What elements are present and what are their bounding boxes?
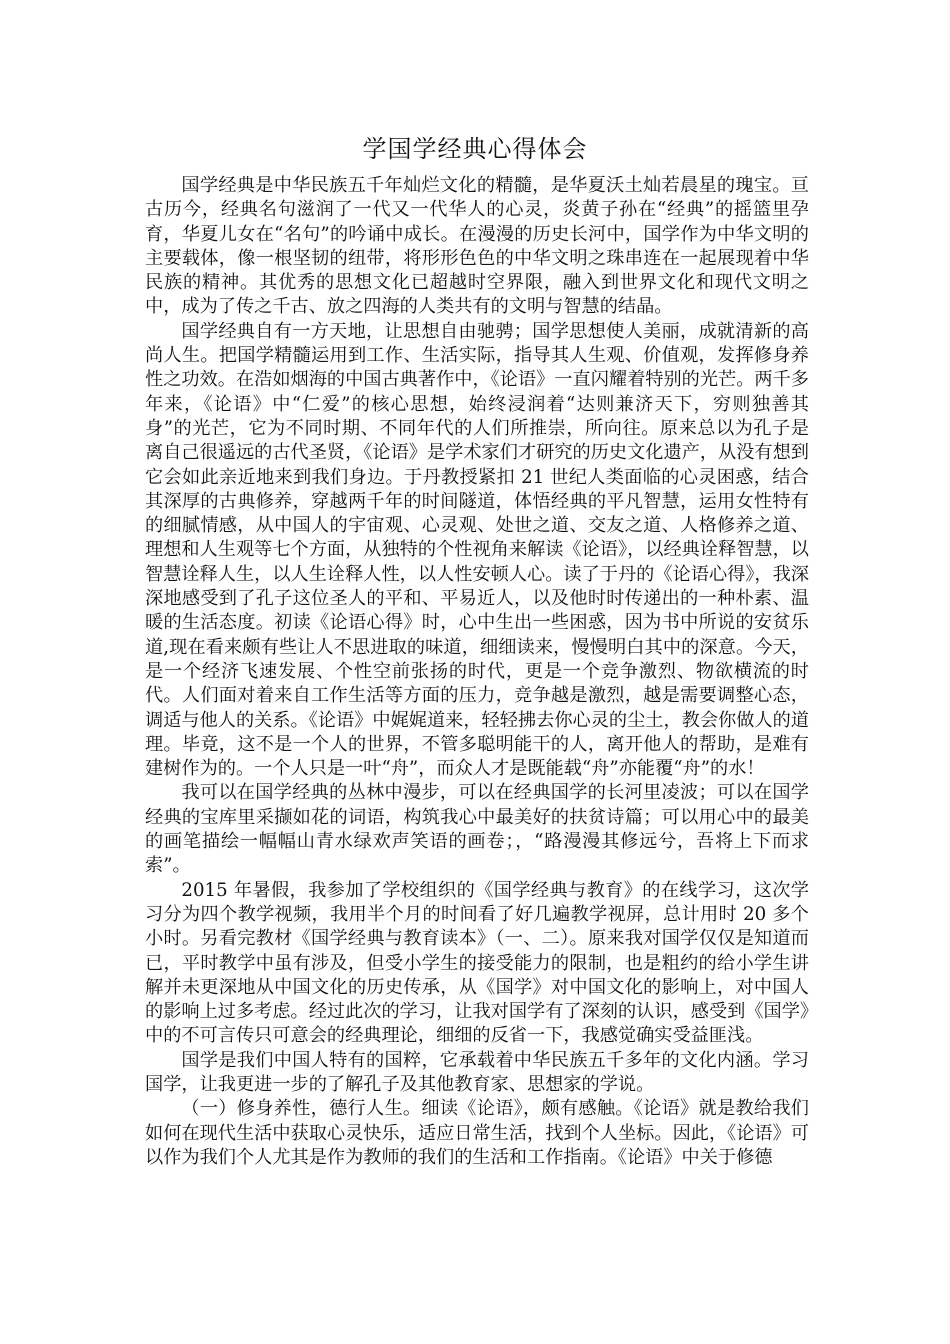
document-title: 学国学经典心得体会 <box>362 135 588 163</box>
document-body <box>145 174 809 1170</box>
paragraph: 2015 年暑假，我参加了学校组织的《国学经典与教育》的在线学习，这次学习分为四个教学视频，我用半个月的时间看了好几遍教学视屏，总计用时 20 多个小时。另看完教材《国学经典与教育读本》（一、二）。原来我对国学仅仅是知道而已，平时教学中虽有涉及，但受小学生的接受能力的限制，也是粗约的给小学生讲解并未更深地从中国文化的历史传承，从《国学》对中国文化的影响上，对中国人的影响上过多考虑。经过此次的学习，让我对国学有了深刻的认识，感受到《国学》中的不可言传只可意会的经典理论，细细的反省一下，我感觉确实受益匪浅。 <box>145 879 809 1047</box>
paragraph: （一）修身养性，德行人生。细读《论语》，颇有感触。《论语》就是教给我们如何在现代生活中获取心灵快乐，适应日常生活，找到个人坐标。因此，《论语》可以作为我们个人尤其是作为教师的我们的生活和工作指南。《论语》中关于修德 <box>145 1098 809 1168</box>
paragraph: 我可以在国学经典的丛林中漫步，可以在经典国学的长河里凌波；可以在国学经典的宝库里采撷如花的词语，构筑我心中最美好的扶贫诗篇；可以用心中的最美的画笔描绘一幅幅山青水绿欢声笑语的画卷；，“路漫漫其修远兮，吾将上下而求索”。 <box>145 782 809 877</box>
paragraph: 国学经典自有一方天地，让思想自由驰骋；国学思想使人美丽，成就清新的高尚人生。把国学精髓运用到工作、生活实际，指导其人生观、价值观，发挥修身养性之功效。在浩如烟海的中国古典著作中，《论语》一直闪耀着特别的光芒。两千多年来，《论语》中“仁爱”的核心思想，始终浸润着“达则兼济天下，穷则独善其身”的光芒，它为不同时期、不同年代的人们所推崇，所向往。原来总以为孔子是离自己很遥远的古代圣贤，《论语》是学术家们才研究的历史文化遗产，从没有想到它会如此亲近地来到我们身边。于丹教授紧扣 21 世纪人类面临的心灵困惑，结合其深厚的古典修养，穿越两千年的时间隧道，体悟经典的平凡智慧，运用女性特有的细腻情感，从中国人的宇宙观、心灵观、处世之道、交友之道、人格修养之道、理想和人生观等七个方面，从独特的个性视角来解读《论语》，以经典诠释智慧，以智慧诠释人生，以人生诠释人性，以人性安顿人心。读了于丹的《论语心得》，我深深地感受到了孔子这位圣人的平和、平易近人，以及他时时传递出的一种朴素、温暖的生活态度。初读《论语心得》时，心中生出一些困惑，因为书中所说的安贫乐道,现在看来颇有些让人不思进取的味道，细细读来，慢慢明白其中的深意。今天，是一个经济飞速发展、个性空前张扬的时代，更是一个竞争激烈、物欲横流的时代。人们面对着来自工作生活等方面的压力，竞争越是激烈，越是需要调整心态，调适与他人的关系。《论语》中娓娓道来，轻轻拂去你心灵的尘土，教会你做人的道理。毕竟，这不是一个人的世界，不管多聪明能干的人，离开他人的帮助，是难有建树作为的。一个人只是一叶“舟”，而众人才是既能载“舟”亦能覆“舟”的水！ <box>145 320 809 780</box>
paragraph: 国学经典是中华民族五千年灿烂文化的精髓，是华夏沃土灿若晨星的瑰宝。亘古历今，经典名句滋润了一代又一代华人的心灵，炎黄子孙在“经典”的摇篮里孕育，华夏儿女在“名句”的吟诵中成长。在漫漫的历史长河中，国学作为中华文明的主要载体，像一根坚韧的纽带，将形形色色的中华文明之珠串连在一起展现着中华民族的精神。其优秀的思想文化已超越时空界限，融入到世界文化和现代文明之中，成为了传之千古、放之四海的人类共有的文明与智慧的结晶。 <box>145 175 809 318</box>
paragraph: 国学是我们中国人特有的国粹，它承载着中华民族五千多年的文化内涵。学习国学，让我更进一步的了解孔子及其他教育家、思想家的学说。 <box>145 1049 809 1095</box>
